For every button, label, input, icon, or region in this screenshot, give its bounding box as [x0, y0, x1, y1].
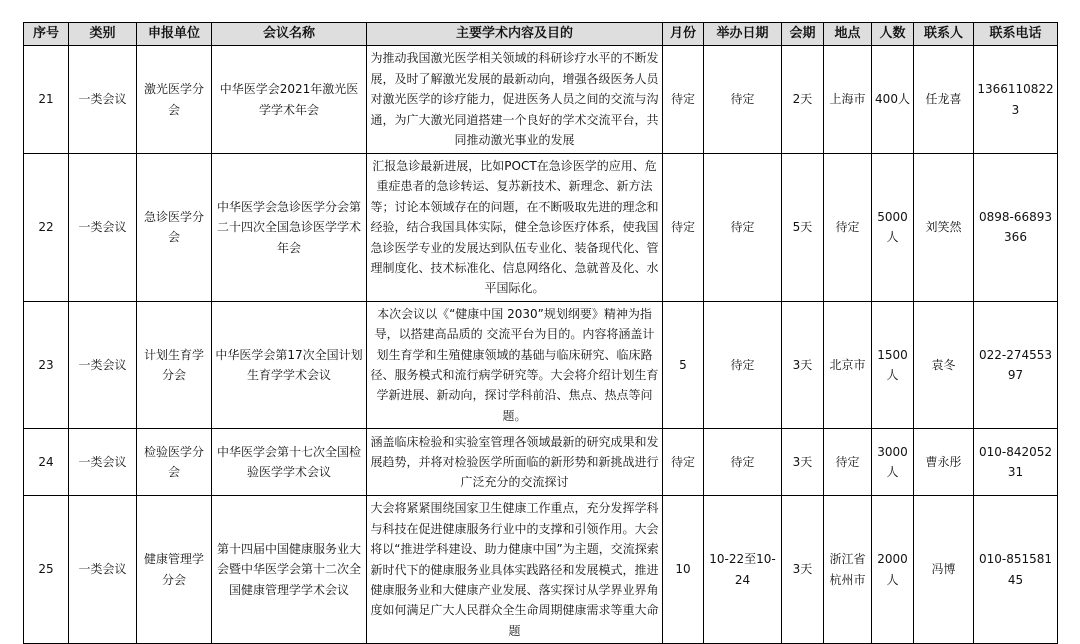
cell-phone: 0898-66893366 [974, 154, 1058, 302]
conference-table-wrapper [23, 22, 1058, 644]
cell-category: 一类会议 [69, 301, 137, 428]
cell-category: 一类会议 [69, 46, 137, 154]
cell-attendees: 3000人 [872, 429, 914, 496]
conference-table [23, 22, 1058, 644]
cell-location: 上海市 [824, 46, 872, 154]
cell-num: 21 [24, 46, 69, 154]
cell-name: 第十四届中国健康服务业大会暨中华医学会第十二次全国健康管理学学术会议 [212, 496, 367, 644]
cell-duration: 3天 [782, 301, 824, 428]
cell-phone: 022-27455397 [974, 301, 1058, 428]
cell-contact: 袁冬 [914, 301, 974, 428]
cell-category: 一类会议 [69, 154, 137, 302]
header-phone: 联系电话 [974, 23, 1058, 46]
cell-month: 待定 [663, 46, 704, 154]
table-row [24, 301, 1058, 428]
table-row [24, 46, 1058, 154]
cell-org: 急诊医学分会 [137, 154, 212, 302]
cell-name: 中华医学会第十七次全国检验医学学术会议 [212, 429, 367, 496]
table-row [24, 496, 1058, 644]
cell-name: 中华医学会2021年激光医学学术年会 [212, 46, 367, 154]
cell-contact: 任龙喜 [914, 46, 974, 154]
header-content: 主要学术内容及目的 [367, 23, 663, 46]
cell-month: 10 [663, 496, 704, 644]
cell-name: 中华医学会第17次全国计划生育学学术会议 [212, 301, 367, 428]
cell-phone: 13661108223 [974, 46, 1058, 154]
cell-location: 待定 [824, 154, 872, 302]
table-row [24, 154, 1058, 302]
cell-contact: 刘笑然 [914, 154, 974, 302]
cell-attendees: 400人 [872, 46, 914, 154]
cell-date: 待定 [704, 154, 782, 302]
cell-num: 24 [24, 429, 69, 496]
cell-phone: 010-85158145 [974, 496, 1058, 644]
cell-duration: 2天 [782, 46, 824, 154]
cell-date: 10-22至10-24 [704, 496, 782, 644]
cell-location: 北京市 [824, 301, 872, 428]
cell-org: 检验医学分会 [137, 429, 212, 496]
cell-duration: 3天 [782, 429, 824, 496]
cell-org: 健康管理学分会 [137, 496, 212, 644]
cell-category: 一类会议 [69, 496, 137, 644]
cell-name: 中华医学会急诊医学分会第二十四次全国急诊医学学术年会 [212, 154, 367, 302]
cell-num: 23 [24, 301, 69, 428]
header-month: 月份 [663, 23, 704, 46]
header-row [24, 23, 1058, 46]
header-location: 地点 [824, 23, 872, 46]
cell-content: 涵盖临床检验和实验室管理各领域最新的研究成果和发展趋势，并将对检验医学所面临的新形势和新挑战进行广泛充分的交流探讨 [367, 429, 663, 496]
cell-org: 计划生育学分会 [137, 301, 212, 428]
cell-month: 5 [663, 301, 704, 428]
cell-content: 为推动我国激光医学相关领域的科研诊疗水平的不断发展，及时了解激光发展的最新动向，增强各级医务人员对激光医学的诊疗能力，促进医务人员之间的交流与沟通，为广大激光同道搭建一个良好的学术交流平台，共同推动激光事业的发展 [367, 46, 663, 154]
cell-attendees: 2000人 [872, 496, 914, 644]
header-name: 会议名称 [212, 23, 367, 46]
table-row [24, 429, 1058, 496]
cell-duration: 5天 [782, 154, 824, 302]
cell-num: 25 [24, 496, 69, 644]
header-duration: 会期 [782, 23, 824, 46]
header-contact: 联系人 [914, 23, 974, 46]
cell-location: 待定 [824, 429, 872, 496]
cell-location: 浙江省杭州市 [824, 496, 872, 644]
cell-content: 本次会议以《“健康中国 2030”规划纲要》精神为指导，以搭建高品质的 交流平台为目的。内容将涵盖计划生育学和生殖健康领域的基础与临床研究、临床路径、服务模式和流行病学研究等。大会将介绍计划生育学新进展、新动向，探讨学科前沿、焦点、热点等问题。 [367, 301, 663, 428]
cell-date: 待定 [704, 301, 782, 428]
cell-content: 大会将紧紧围绕国家卫生健康工作重点，充分发挥学科与科技在促进健康服务行业中的支撑和引领作用。大会将以“推进学科建设、助力健康中国”为主题，交流探索新时代下的健康服务业具体实践路径和发展模式，推进健康服务业和大健康产业发展、落实探讨从学界业界角度如何满足广大人民群众全生命周期健康需求等重大命题 [367, 496, 663, 644]
cell-date: 待定 [704, 429, 782, 496]
cell-attendees: 1500人 [872, 301, 914, 428]
cell-num: 22 [24, 154, 69, 302]
cell-contact: 冯博 [914, 496, 974, 644]
cell-content: 汇报急诊最新进展，比如POCT在急诊医学的应用、危重症患者的急诊转运、复苏新技术、新理念、新方法等；讨论本领域存在的问题，在不断吸取先进的理念和经验，结合我国具体实际，健全急诊医疗体系，使我国急诊医学专业的发展达到队伍专业化、装备现代化、管理制度化、技术标准化、信息网络化、急就普及化、水平国际化。 [367, 154, 663, 302]
cell-duration: 3天 [782, 496, 824, 644]
cell-org: 激光医学分会 [137, 46, 212, 154]
header-date: 举办日期 [704, 23, 782, 46]
cell-month: 待定 [663, 154, 704, 302]
cell-date: 待定 [704, 46, 782, 154]
cell-phone: 010-84205231 [974, 429, 1058, 496]
cell-attendees: 5000人 [872, 154, 914, 302]
cell-month: 待定 [663, 429, 704, 496]
header-category: 类别 [69, 23, 137, 46]
header-num: 序号 [24, 23, 69, 46]
header-org: 申报单位 [137, 23, 212, 46]
cell-contact: 曹永彤 [914, 429, 974, 496]
cell-category: 一类会议 [69, 429, 137, 496]
header-attendees: 人数 [872, 23, 914, 46]
